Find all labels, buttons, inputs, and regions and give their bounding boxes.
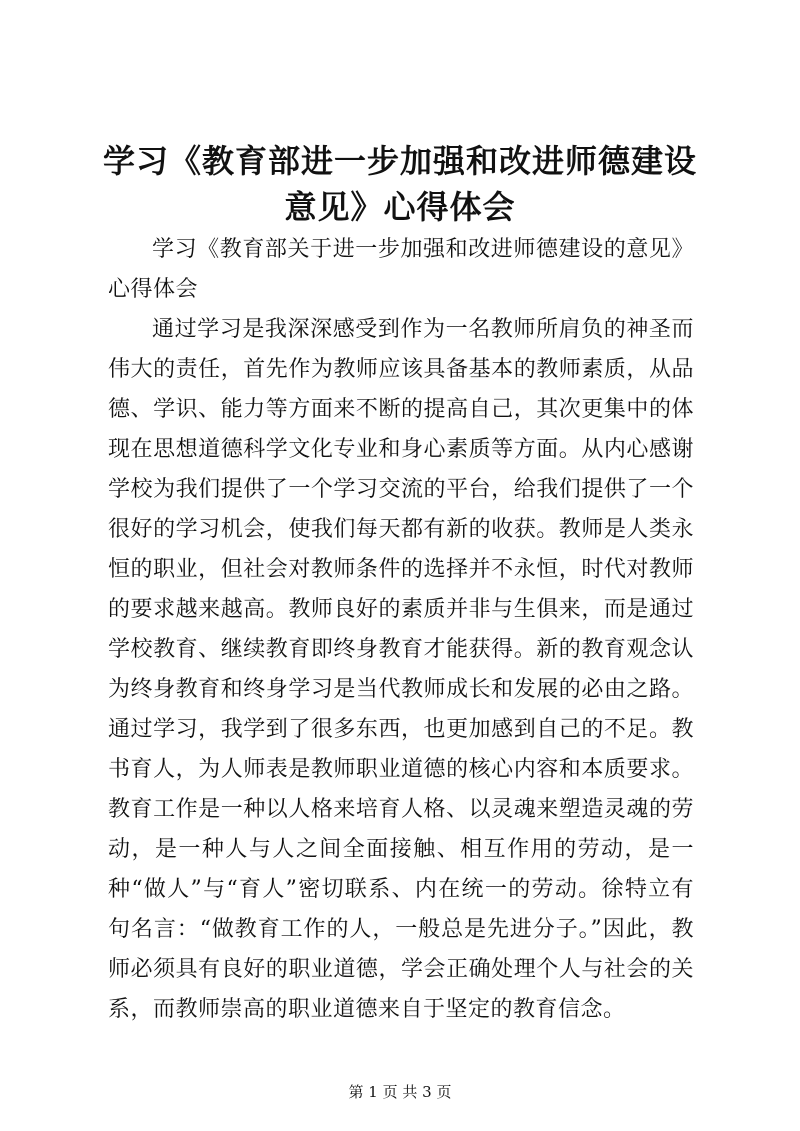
body-paragraph: 通过学习是我深深感受到作为一名教师所肩负的神圣而伟大的责任，首先作为教师应该具备基本的教师素质，从品德、学识、能力等方面来不断的提高自己，其次更集中的体现在思想道德科学文化专业和身心素质等方面。从内心感谢学校为我们提供了一个学习交流的平台，给我们提供了一个很好的学习机会，使我们每天都有新的收获。教师是人类永恒的职业，但社会对教师条件的选择并不永恒，时代对教师的要求越来越高。教师良好的素质并非与生俱来，而是通过学校教育、继续教育即终身教育才能获得。新的教育观念认为终身教育和终身学习是当代教师成长和发展的必由之路。通过学习，我学到了很多东西，也更加感到自己的不足。教书育人，为人师表是教师职业道德的核心内容和本质要求。教育工作是一种以人格来培育人格、以灵魂来塑造灵魂的劳动，是一种人与人之间全面接触、相互作用的劳动，是一种“做人”与“育人”密切联系、内在统一的劳动。徐特立有句名言：“做教育工作的人，一般总是先进分子。”因此，教师必须具有良好的职业道德，学会正确处理个人与社会的关系，而教师崇高的职业道德来自于坚定的教育信念。 [108,317,694,1022]
page-number-footer: 第 1 页 共 3 页 [348,1083,452,1101]
document-subtitle: 学习《教育部关于进一步加强和改进师德建设的意见》心得体会 [108,237,694,302]
document-title: 学习《教育部进一步加强和改进师德建设意见》心得体会 [102,142,697,226]
